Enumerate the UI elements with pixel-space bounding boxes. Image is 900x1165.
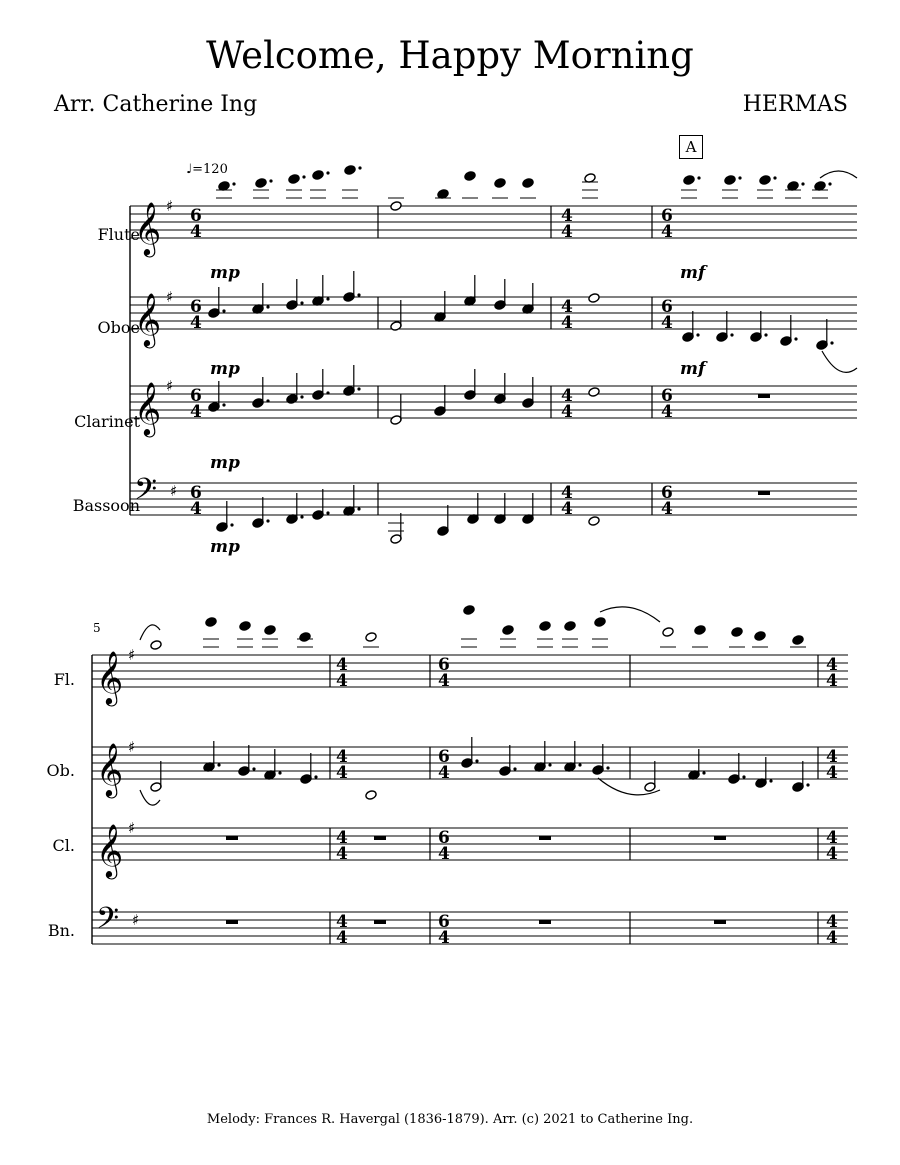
slur — [140, 790, 160, 805]
time-signature-top: 4 — [561, 206, 573, 226]
note-head — [344, 165, 356, 176]
note-dot — [230, 523, 233, 526]
time-signature-bottom: 4 — [190, 222, 202, 242]
time-signature-bottom: 4 — [661, 222, 673, 242]
time-signature-bottom: 4 — [561, 499, 573, 519]
time-signature-bottom: 4 — [438, 671, 450, 691]
time-signature-top: 6 — [661, 297, 673, 317]
note-head — [754, 631, 766, 642]
note-head — [662, 627, 674, 638]
note-dot — [326, 511, 329, 514]
note-dot — [830, 341, 833, 344]
time-signature-top: 4 — [826, 747, 838, 767]
note-head — [150, 640, 162, 651]
note-dot — [278, 771, 281, 774]
note-head — [792, 635, 804, 646]
note-dot — [730, 333, 733, 336]
note-dot — [773, 176, 776, 179]
time-signature-top: 6 — [190, 483, 202, 503]
note-head — [724, 175, 736, 186]
note-head — [588, 516, 600, 527]
tempo-marking: ♩=120 — [186, 162, 228, 177]
note-head — [502, 625, 514, 636]
time-signature-bottom: 4 — [438, 763, 450, 783]
note-head — [312, 170, 324, 181]
key-sharp-icon: ♯ — [166, 377, 174, 395]
whole-rest — [539, 836, 551, 840]
time-signature-top: 6 — [438, 655, 450, 675]
note-dot — [696, 333, 699, 336]
note-dot — [738, 176, 741, 179]
time-signature-top: 6 — [438, 912, 450, 932]
time-signature-top: 6 — [661, 386, 673, 406]
note-head — [239, 621, 251, 632]
note-dot — [513, 767, 516, 770]
note-dot — [769, 779, 772, 782]
bass-clef-icon: 𝄢 — [134, 473, 158, 514]
whole-rest — [539, 920, 551, 924]
treble-clef-icon: 𝄞 — [96, 742, 124, 796]
note-dot — [222, 309, 225, 312]
dynamic-mf: mf — [680, 263, 706, 283]
footer-credit: Melody: Frances R. Havergal (1836-1879). Arr. (c) 2021 to Catherine Ing. — [206, 1112, 694, 1127]
time-signature-bottom: 4 — [336, 928, 348, 948]
dynamic-mp: mp — [210, 263, 240, 283]
time-signature-top: 4 — [826, 912, 838, 932]
time-signature-bottom: 4 — [661, 313, 673, 333]
time-signature-bottom: 4 — [661, 402, 673, 422]
note-head — [299, 632, 311, 643]
note-dot — [252, 767, 255, 770]
note-dot — [326, 391, 329, 394]
note-head — [759, 175, 771, 186]
note-dot — [300, 515, 303, 518]
whole-rest — [226, 836, 238, 840]
time-signature-top: 6 — [438, 747, 450, 767]
time-signature-bottom: 4 — [190, 499, 202, 519]
note-dot — [806, 783, 809, 786]
note-head — [255, 178, 267, 189]
note-head — [288, 174, 300, 185]
note-head — [564, 621, 576, 632]
slur — [822, 351, 857, 372]
note-head — [522, 178, 534, 189]
note-dot — [357, 387, 360, 390]
bass-clef-icon: 𝄢 — [96, 902, 120, 943]
time-signature-top: 6 — [438, 828, 450, 848]
note-head — [588, 293, 600, 304]
label-bassoon-short: Bn. — [47, 921, 75, 940]
dynamic-mp: mp — [210, 359, 240, 379]
label-flute-short: Fl. — [53, 670, 75, 689]
time-signature-top: 6 — [661, 483, 673, 503]
time-signature-bottom: 4 — [336, 671, 348, 691]
note-head — [464, 171, 476, 182]
note-head — [731, 627, 743, 638]
note-dot — [828, 182, 831, 185]
whole-rest — [374, 836, 386, 840]
treble-clef-icon: 𝄞 — [134, 381, 162, 435]
time-signature-bottom: 4 — [190, 402, 202, 422]
time-signature-top: 4 — [826, 655, 838, 675]
time-signature-top: 6 — [190, 297, 202, 317]
note-dot — [326, 171, 329, 174]
whole-rest — [374, 920, 386, 924]
note-dot — [801, 182, 804, 185]
time-signature-top: 4 — [336, 828, 348, 848]
note-dot — [702, 771, 705, 774]
time-signature-bottom: 4 — [336, 763, 348, 783]
key-sharp-icon: ♯ — [132, 911, 140, 929]
note-head — [539, 621, 551, 632]
note-dot — [300, 301, 303, 304]
time-signature-bottom: 4 — [561, 222, 573, 242]
treble-clef-icon: 𝄞 — [134, 292, 162, 346]
note-dot — [475, 759, 478, 762]
note-dot — [794, 337, 797, 340]
key-sharp-icon: ♯ — [166, 197, 174, 215]
note-head — [494, 178, 506, 189]
time-signature-bottom: 4 — [438, 844, 450, 864]
time-signature-top: 4 — [336, 747, 348, 767]
note-dot — [266, 519, 269, 522]
time-signature-bottom: 4 — [561, 402, 573, 422]
treble-clef-icon: 𝄞 — [96, 823, 124, 877]
time-signature-top: 4 — [336, 912, 348, 932]
note-head — [205, 617, 217, 628]
time-signature-bottom: 4 — [826, 928, 838, 948]
time-signature-bottom: 4 — [826, 763, 838, 783]
measure-number: 5 — [93, 621, 101, 635]
arranger-credit: Arr. Catherine Ing — [54, 92, 258, 117]
time-signature-top: 4 — [561, 483, 573, 503]
time-signature-top: 6 — [661, 206, 673, 226]
time-signature-bottom: 4 — [336, 844, 348, 864]
tune-name: HERMAS — [742, 92, 848, 117]
note-dot — [266, 399, 269, 402]
label-oboe: Oboe — [97, 318, 140, 337]
note-dot — [578, 763, 581, 766]
whole-rest — [758, 491, 770, 495]
time-signature-bottom: 4 — [561, 313, 573, 333]
note-head — [694, 625, 706, 636]
time-signature-top: 4 — [561, 297, 573, 317]
slur — [820, 171, 857, 178]
key-sharp-icon: ♯ — [128, 738, 136, 756]
label-clarinet: Clarinet — [74, 412, 140, 431]
whole-rest — [714, 920, 726, 924]
note-dot — [357, 293, 360, 296]
score-title: Welcome, Happy Morning — [206, 34, 694, 77]
note-dot — [606, 766, 609, 769]
label-clarinet-short: Cl. — [52, 836, 75, 855]
note-dot — [314, 775, 317, 778]
note-dot — [742, 775, 745, 778]
time-signature-top: 6 — [190, 386, 202, 406]
note-head — [365, 632, 377, 643]
time-signature-bottom: 4 — [826, 671, 838, 691]
time-signature-bottom: 4 — [826, 844, 838, 864]
dynamic-mp: mp — [210, 453, 240, 473]
slur — [140, 625, 160, 640]
slur — [600, 607, 660, 622]
whole-rest — [226, 920, 238, 924]
whole-rest — [714, 836, 726, 840]
time-signature-bottom: 4 — [438, 928, 450, 948]
rehearsal-mark-a: A — [679, 135, 703, 159]
note-dot — [357, 507, 360, 510]
treble-clef-icon: 𝄞 — [134, 201, 162, 255]
time-signature-top: 4 — [826, 828, 838, 848]
note-dot — [269, 179, 272, 182]
label-bassoon: Bassoon — [72, 496, 140, 515]
note-dot — [217, 763, 220, 766]
note-head — [264, 625, 276, 636]
note-dot — [266, 305, 269, 308]
key-sharp-icon: ♯ — [166, 288, 174, 306]
key-sharp-icon: ♯ — [128, 646, 136, 664]
time-signature-bottom: 4 — [661, 499, 673, 519]
time-signature-top: 4 — [561, 386, 573, 406]
time-signature-top: 4 — [336, 655, 348, 675]
note-head — [588, 387, 600, 398]
treble-clef-icon: 𝄞 — [96, 650, 124, 704]
time-signature-bottom: 4 — [190, 313, 202, 333]
note-head — [365, 790, 377, 801]
note-dot — [222, 403, 225, 406]
key-sharp-icon: ♯ — [128, 819, 136, 837]
note-dot — [302, 175, 305, 178]
note-dot — [232, 182, 235, 185]
note-dot — [697, 176, 700, 179]
dynamic-mp: mp — [210, 537, 240, 557]
label-flute: Flute — [97, 225, 140, 244]
note-head — [390, 201, 402, 212]
key-sharp-icon: ♯ — [170, 482, 178, 500]
whole-rest — [758, 394, 770, 398]
note-dot — [548, 763, 551, 766]
note-dot — [358, 166, 361, 169]
note-dot — [764, 333, 767, 336]
label-oboe-short: Ob. — [46, 761, 75, 780]
note-head — [683, 175, 695, 186]
note-head — [463, 605, 475, 616]
note-dot — [326, 297, 329, 300]
note-head — [594, 617, 606, 628]
dynamic-mf: mf — [680, 359, 706, 379]
note-dot — [300, 395, 303, 398]
time-signature-top: 6 — [190, 206, 202, 226]
